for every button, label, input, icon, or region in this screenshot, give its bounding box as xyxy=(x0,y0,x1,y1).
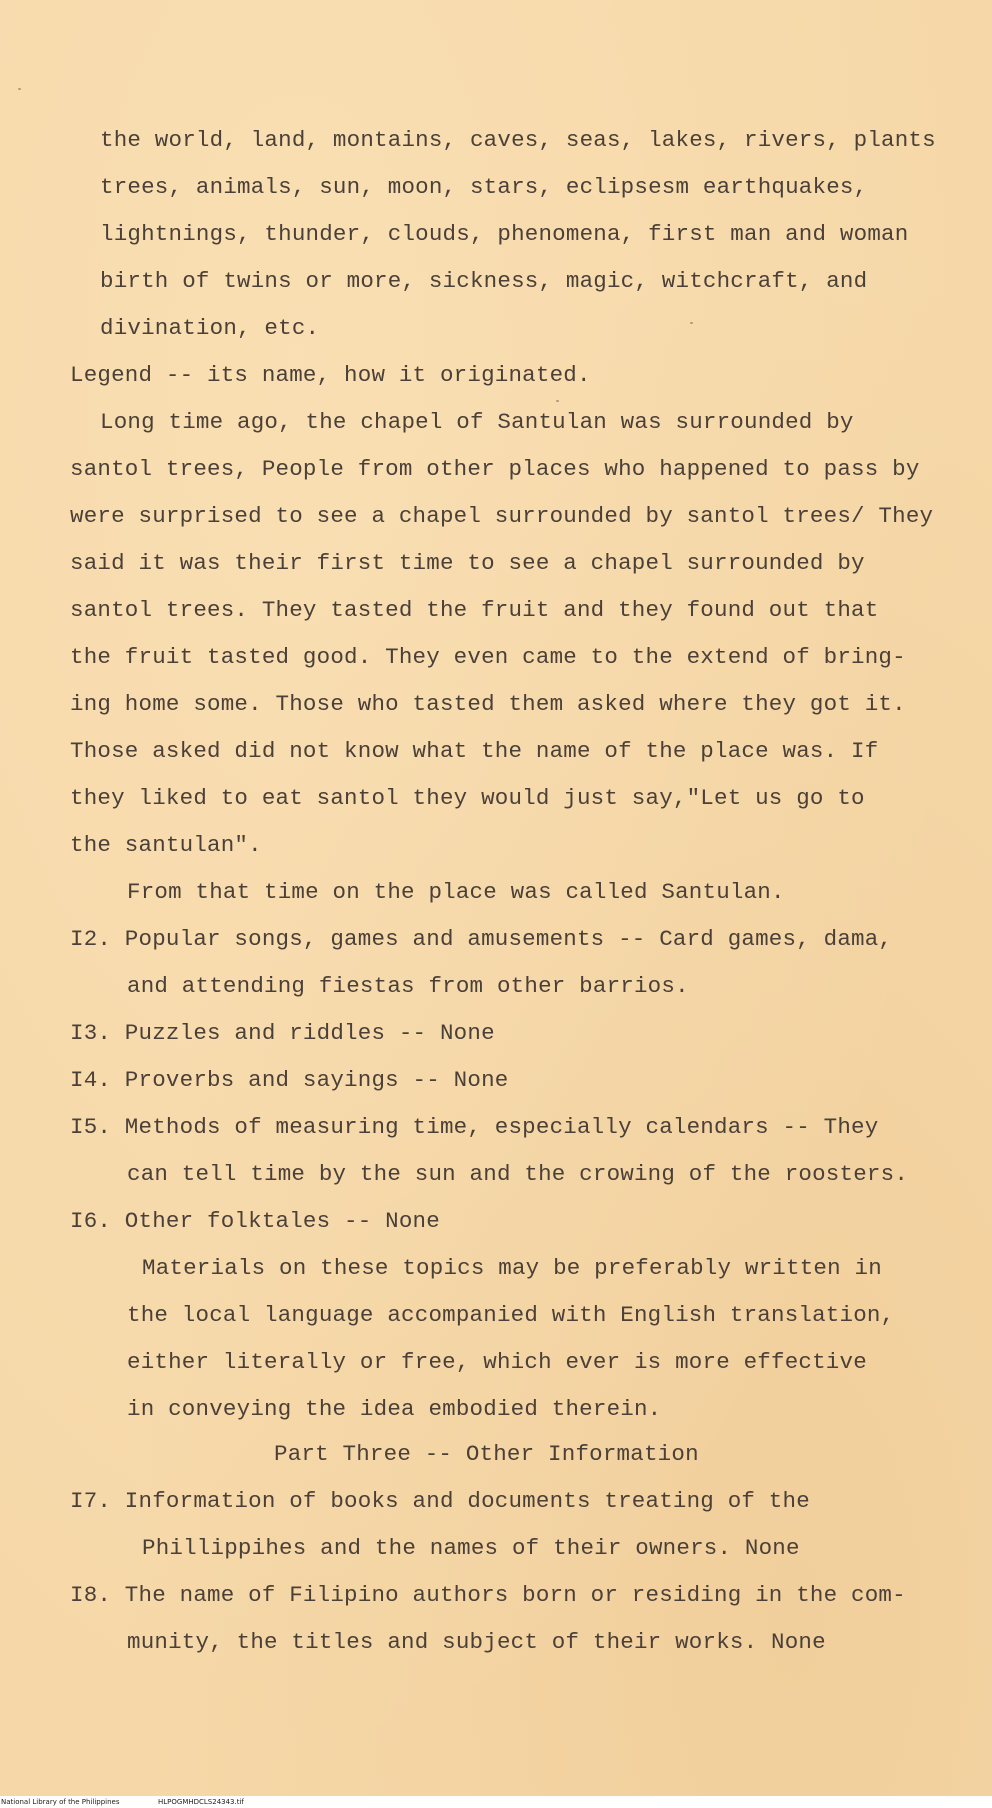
item-16: I6. Other folktales -- None xyxy=(70,1208,440,1234)
item-18: I8. The name of Filipino authors born or residing in the com- xyxy=(70,1582,906,1608)
text-line: in conveying the idea embodied therein. xyxy=(127,1396,662,1422)
paper-speck xyxy=(18,88,21,90)
item-17: I7. Information of books and documents treating of the xyxy=(70,1488,810,1514)
scan-filename: HLPOGMHDCLS24343.tif xyxy=(158,1798,244,1806)
section-heading: Part Three -- Other Information xyxy=(274,1441,699,1467)
text-line: the santulan". xyxy=(70,832,262,858)
text-line: lightnings, thunder, clouds, phenomena, first man and woman xyxy=(100,221,909,247)
text-line: said it was their first time to see a chapel surrounded by xyxy=(70,550,865,576)
text-line: and attending fiestas from other barrios. xyxy=(127,973,689,999)
text-line: divination, etc. xyxy=(100,315,320,341)
paper-speck xyxy=(690,322,693,324)
text-line: Phillippihes and the names of their owners. None xyxy=(142,1535,800,1561)
item-15: I5. Methods of measuring time, especially calendars -- They xyxy=(70,1114,879,1140)
text-line: can tell time by the sun and the crowing of the roosters. xyxy=(127,1161,909,1187)
text-line: Materials on these topics may be preferably written in xyxy=(142,1255,882,1281)
text-line: either literally or free, which ever is more effective xyxy=(127,1349,867,1375)
text-line: birth of twins or more, sickness, magic, witchcraft, and xyxy=(100,268,868,294)
text-line: ing home some. Those who tasted them asked where they got it. xyxy=(70,691,906,717)
paper-speck xyxy=(556,400,559,402)
text-line: From that time on the place was called Santulan. xyxy=(127,879,785,905)
item-12: I2. Popular songs, games and amusements -- Card games, dama, xyxy=(70,926,893,952)
text-line: munity, the titles and subject of their works. None xyxy=(127,1629,826,1655)
item-14: I4. Proverbs and sayings -- None xyxy=(70,1067,509,1093)
scan-footer xyxy=(0,1797,992,1808)
item-13: I3. Puzzles and riddles -- None xyxy=(70,1020,495,1046)
text-line: the fruit tasted good. They even came to the extend of bring- xyxy=(70,644,906,670)
library-credit: National Library of the Philippines xyxy=(1,1798,120,1806)
text-line: santol trees. They tasted the fruit and they found out that xyxy=(70,597,879,623)
text-line: they liked to eat santol they would just say,"Let us go to xyxy=(70,785,865,811)
text-line: Those asked did not know what the name of the place was. If xyxy=(70,738,879,764)
text-line: Long time ago, the chapel of Santulan was surrounded by xyxy=(100,409,854,435)
legend-heading: Legend -- its name, how it originated. xyxy=(70,362,591,388)
text-line: trees, animals, sun, moon, stars, eclipsesm earthquakes, xyxy=(100,174,868,200)
text-line: the world, land, montains, caves, seas, lakes, rivers, plants xyxy=(100,127,936,153)
text-line: santol trees, People from other places who happened to pass by xyxy=(70,456,920,482)
text-line: were surprised to see a chapel surrounded by santol trees/ They xyxy=(70,503,934,529)
text-line: the local language accompanied with English translation, xyxy=(127,1302,895,1328)
